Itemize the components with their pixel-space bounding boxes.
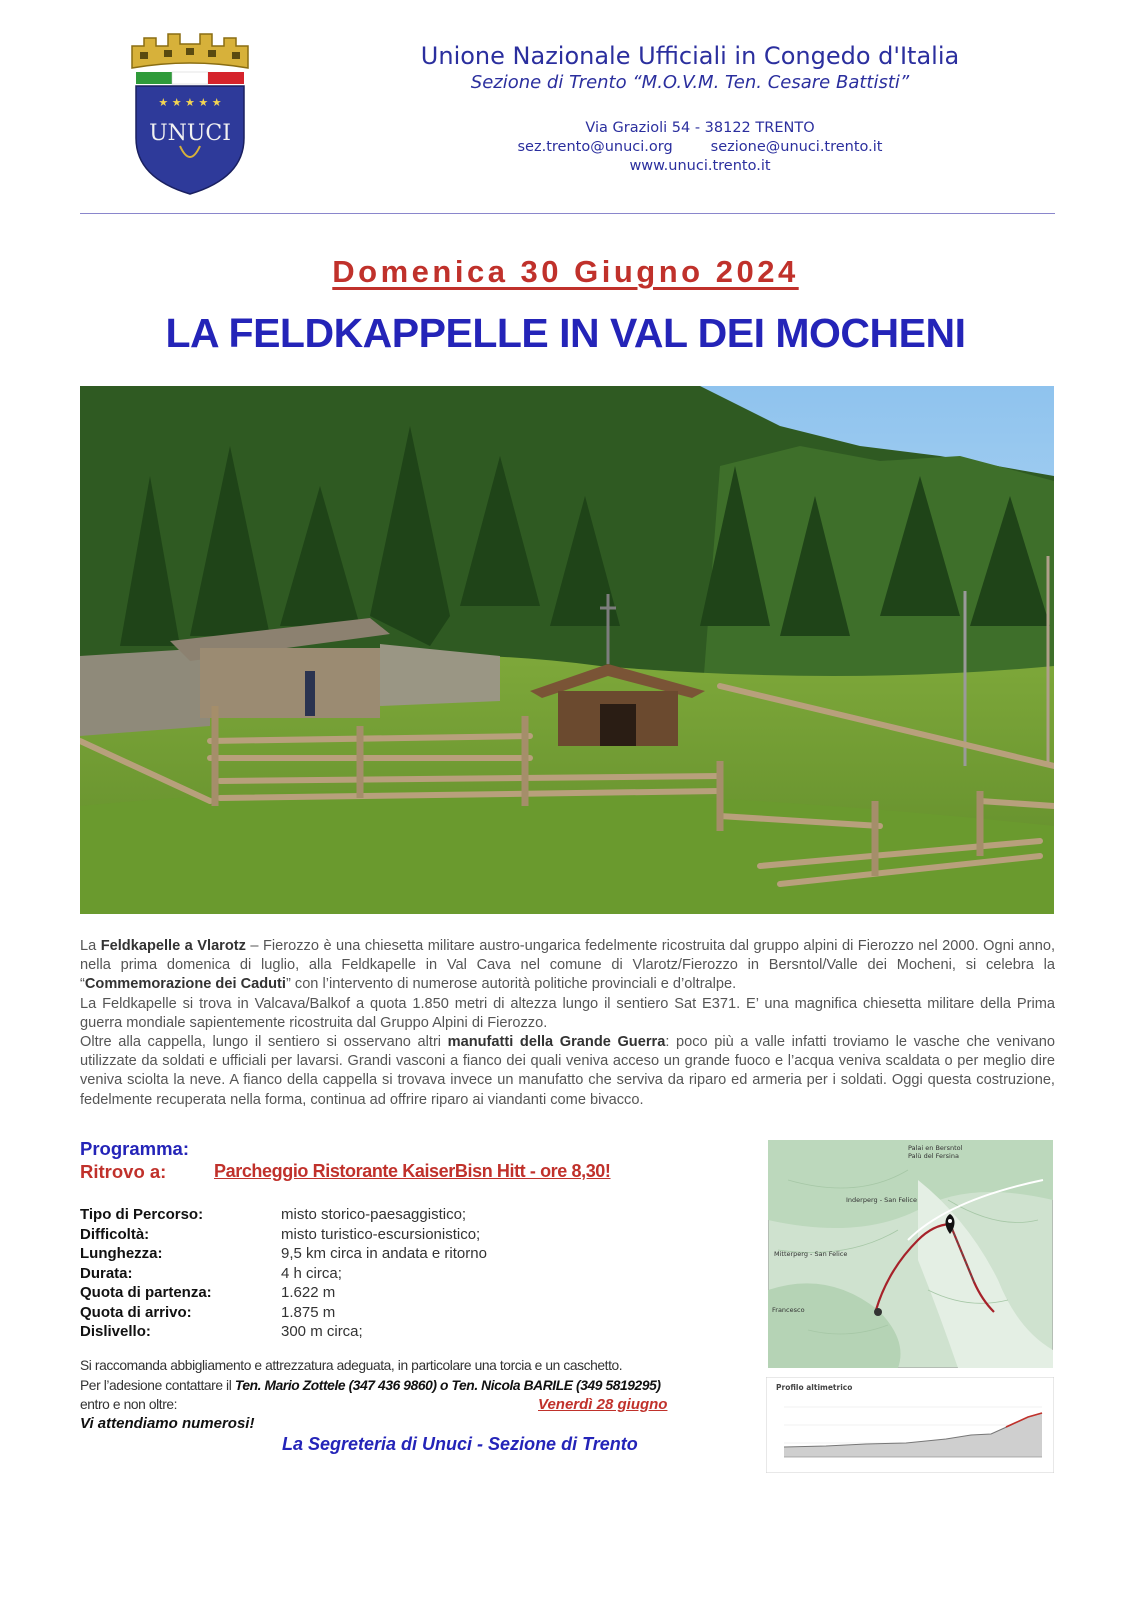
detail-row-elevation-gain: Dislivello: 300 m circa; (80, 1323, 363, 1340)
description-paragraph-3: Oltre alla cappella, lungo il sentiero si osservano altri manufatti della Grande Guerra: poco più a valle infatti troviamo le vasche che venivano utilizzate da soldati e ufficiali per lavarsi. Grandi vasconi a fianco dei quali veniva acceso un grande fuoco e l’acqua veniva scaldata o per meglio dire veniva sciolta la neve. A fianco della cappella si trovava invece un manufatto che serviva da riparo ed armeria per i soldati. Oggi questa costruzione, fedelmente recuperata nella forma, continua ad offrire riparo ai viandanti come bivacco. (80, 1034, 1055, 1108)
signature: La Segreteria di Unuci - Sezione di Trento (282, 1434, 638, 1454)
feldkapelle-landscape-photo (80, 386, 1054, 914)
detail-row-start-altitude: Quota di partenza: 1.622 m (80, 1284, 336, 1301)
unuci-crest-logo (120, 28, 260, 198)
map-label-palu: Palù del Fersina (908, 1152, 959, 1160)
detail-row-length: Lunghezza: 9,5 km circa in andata e ritorno (80, 1245, 487, 1262)
program-heading: Programma: (80, 1138, 189, 1159)
equipment-note: Si raccomanda abbigliamento e attrezzatura adeguata, in particolare una torcia e un caschetto. (80, 1358, 623, 1373)
description-paragraph-2: La Feldkapelle si trova in Valcava/Balkof a quota 1.850 metri di altezza lungo il sentiero Sat E371. E’ una magnifica chiesetta militare della Prima guerra mondiale sapientemente ricostruita dal Gruppo Alpini di Fierozzo. (80, 995, 1055, 1031)
email-link-1[interactable]: sez.trento@unuci.org (517, 139, 673, 155)
organization-name: Unione Nazionale Ufficiali in Congedo d'Italia (420, 42, 960, 70)
email-link-2[interactable]: sezione@unuci.trento.it (710, 139, 883, 155)
map-label-inderperg: Inderperg - San Felice (846, 1196, 917, 1204)
website-link[interactable]: www.unuci.trento.it (629, 158, 771, 174)
postal-address: Via Grazioli 54 - 38122 TRENTO (585, 120, 815, 136)
route-map (768, 1140, 1053, 1368)
organization-section: Sezione di Trento “M.O.V.M. Ten. Cesare Battisti” (470, 72, 910, 93)
email-addresses (430, 139, 970, 155)
map-label-francesco: Francesco (772, 1306, 805, 1314)
contact-nicola-barile: Ten. Nicola BARILE (349 5819295) (451, 1378, 661, 1393)
profile-title: Profilo altimetrico (776, 1383, 853, 1392)
elevation-profile (766, 1377, 1054, 1473)
description-paragraph-1: La Feldkapelle a Vlarotz – Fierozzo è una chiesetta militare austro-ungarica fedelmente ricostruita dal gruppo alpini di Fierozzo nel 2000. Ogni anno, nella prima domenica di luglio, alla Feldkapelle in Val Cava nel comune di Vlarotz/Fierozzo in Bersntol/Valle dei Mocheni, si celebra la “Commemorazione dei Caduti” con l’intervento di numerose autorità politiche provinciali e d’oltralpe. (80, 938, 1055, 993)
meeting-place: Parcheggio Ristorante KaiserBisn Hitt - ore 8,30! (214, 1161, 611, 1181)
map-label-mitterperg: Mitterperg - San Felice (774, 1250, 848, 1258)
event-date: Domenica 30 Giugno 2024 (332, 254, 799, 289)
detail-row-end-altitude: Quota di arrivo: 1.875 m (80, 1303, 336, 1321)
deadline-date: Venerdì 28 giugno (538, 1396, 668, 1413)
description-text (80, 937, 1055, 1110)
svg-text:★ ★ ★ ★ ★: ★ ★ ★ ★ ★ (158, 96, 222, 109)
event-title: LA FELDKAPPELLE IN VAL DEI MOCHENI (165, 310, 966, 356)
detail-row-route-type: Tipo di Percorso: misto storico-paesaggistico; (80, 1206, 467, 1223)
contact-note: Per l’adesione contattare il Ten. Mario Zottele (347 436 9860) o Ten. Nicola BARILE (349 5819295) (80, 1378, 661, 1393)
meeting-label: Ritrovo a: (80, 1161, 167, 1182)
map-label-palai: Palai en Bersntol (908, 1144, 963, 1152)
deadline-prefix: entro e non oltre: (80, 1397, 178, 1412)
header-divider (80, 213, 1055, 214)
closing-line: Vi attendiamo numerosi! (80, 1415, 255, 1432)
crest-text: UNUCI (149, 121, 231, 146)
detail-row-difficulty: Difficoltà: misto turistico-escursionistico; (80, 1225, 481, 1243)
contact-mario-zottele: Ten. Mario Zottele (347 436 9860) (234, 1378, 437, 1393)
detail-row-duration: Durata: 4 h circa; (80, 1264, 342, 1282)
